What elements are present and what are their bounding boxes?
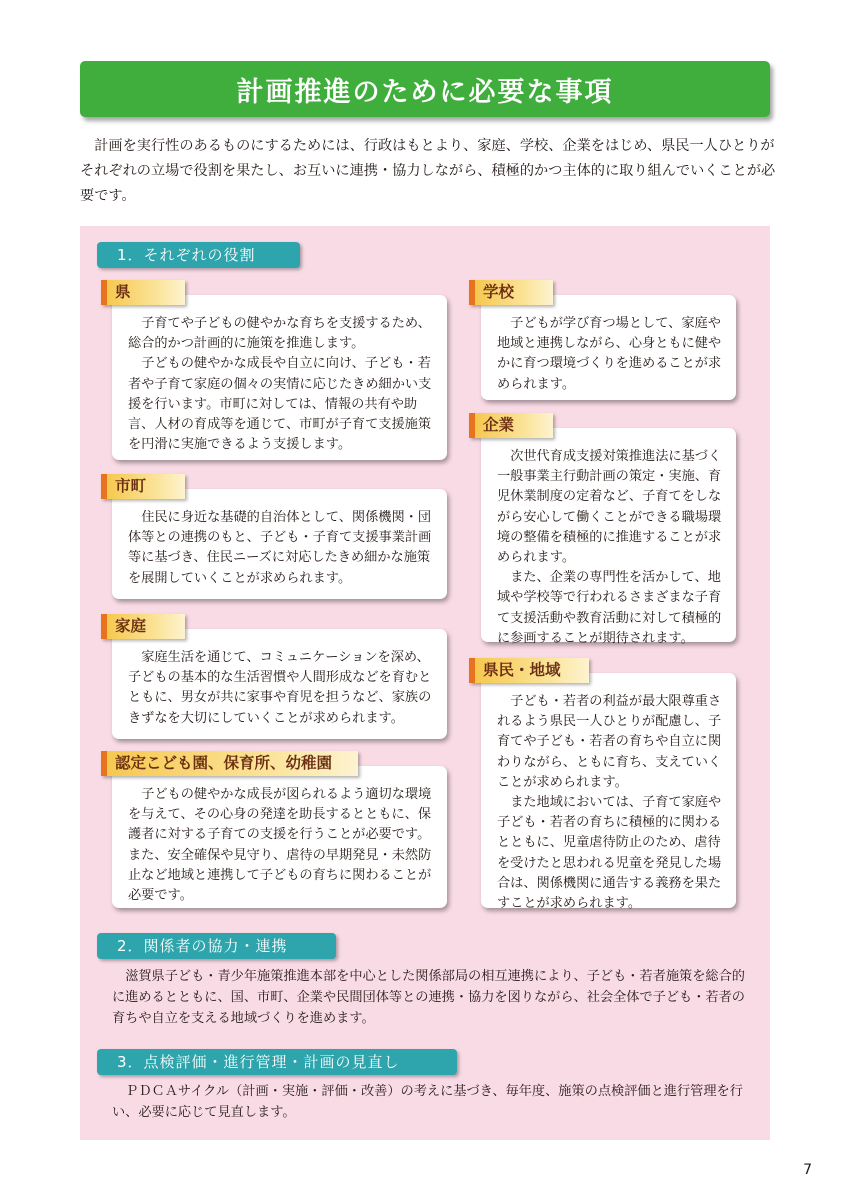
card-kenmin	[481, 673, 736, 912]
page-title: 計画推進のために必要な事項	[236, 76, 614, 108]
katei-paragraph-1: 家庭生活を通じて、コミュニケーションを深め、子どもの基本的な生活習慣や人間形成などを育むとともに、男女が共に家事や育児を担うなど、家族のきずなを大切にしていくことが求められます。	[128, 650, 432, 726]
page-number: 7	[803, 1162, 812, 1178]
intro-paragraph	[80, 134, 776, 209]
section3-text-content: ＰＤＣＡサイクル（計画・実施・評価・改善）の考えに基づき、毎年度、施策の点検評価と進行管理を行い、必要に応じて見直します。	[112, 1084, 743, 1120]
page-title-banner	[80, 61, 770, 117]
section2-text	[112, 966, 752, 1029]
ken-paragraph-1: 子育てや子どもの健やかな育ちを支援するため、総合的かつ計画的に施策を推進します。	[128, 316, 431, 352]
section2-heading: 2．関係者の協力・連携	[97, 933, 336, 959]
kenmin-paragraph-2: また地域においては、子育て家庭や子ども・若者の育ちに積極的に関わるとともに、児童虐待防止のため、虐待を受けたと思われる児童を発見した場合は、関係機関に通告する義務を果たすことが求められます。	[497, 795, 722, 912]
card-nintei	[112, 766, 447, 908]
tag-ken: 県	[101, 280, 185, 305]
tag-katei: 家庭	[101, 614, 185, 639]
section2-text-content: 滋賀県子ども・青少年施策推進本部を中心とした関係部局の相互連携により、子ども・若者施策を総合的に進めるとともに、国、市町、企業や民間団体等との連携・協力を図りながら、社会全体で子ども・若者の育ちや自立を支える地域づくりを進めます。	[112, 969, 745, 1026]
section3-heading: 3．点検評価・進行管理・計画の見直し	[97, 1049, 457, 1075]
card-ken	[112, 295, 447, 460]
card-katei	[112, 629, 447, 739]
kigyo-paragraph-2: また、企業の専門性を活かして、地域や学校等で行われるさまざまな子育て支援活動や教育活動に対して積極的に参画することが期待されます。	[497, 570, 722, 646]
section1-heading: 1．それぞれの役割	[97, 242, 300, 268]
card-kigyo	[481, 428, 736, 646]
section3-text	[112, 1081, 752, 1123]
tag-kenmin: 県民・地域	[469, 658, 589, 683]
intro-text: 計画を実行性のあるものにするためには、行政はもとより、家庭、学校、企業をはじめ、県民一人ひとりがそれぞれの立場で役割を果たし、お互いに連携・協力しながら、積極的かつ主体的に取り組んでいくことが必要です。	[80, 138, 776, 204]
ken-paragraph-2: 子どもの健やかな成長や自立に向け、子ども・若者や子育て家庭の個々の実情に応じたきめ細かい支援を行います。市町に対しては、情報の共有や助言、人材の育成等を通じて、市町が子育て支援施策を円滑に実施できるよう支援します。	[128, 356, 432, 453]
shicho-paragraph-1: 住民に身近な基礎的自治体として、関係機関・団体等との連携のもと、子ども・子育て支援事業計画等に基づき、住民ニーズに対応したきめ細かな施策を展開していくことが求められます。	[128, 510, 432, 586]
gakko-paragraph-1: 子どもが学び育つ場として、家庭や地域と連携しながら、心身ともに健やかに育つ環境づくりを進めることが求められます。	[497, 316, 722, 392]
nintei-paragraph-1: 子どもの健やかな成長が図られるよう適切な環境を与えて、その心身の発達を助長するとともに、保護者に対する子育ての支援を行うことが必要です。また、安全確保や見守り、虐待の早期発見・未然防止など地域と連携して子どもの育ちに関わることが必要です。	[128, 787, 432, 904]
kigyo-paragraph-1: 次世代育成支援対策推進法に基づく一般事業主行動計画の策定・実施、育児休業制度の定着など、子育てをしながら安心して働くことができる職場環境の整備を積極的に推進することが求められます。	[497, 449, 722, 566]
kenmin-paragraph-1: 子ども・若者の利益が最大限尊重されるよう県民一人ひとりが配慮し、子育てや子ども・若者の育ちや自立に関わりながら、ともに育ち、支えていくことが求められます。	[497, 694, 722, 790]
tag-kigyo: 企業	[469, 413, 553, 438]
card-gakko	[481, 295, 736, 400]
tag-nintei: 認定こども園、保育所、幼稚園	[101, 751, 358, 776]
tag-shicho: 市町	[101, 474, 185, 499]
card-shicho	[112, 489, 447, 599]
tag-gakko: 学校	[469, 280, 553, 305]
